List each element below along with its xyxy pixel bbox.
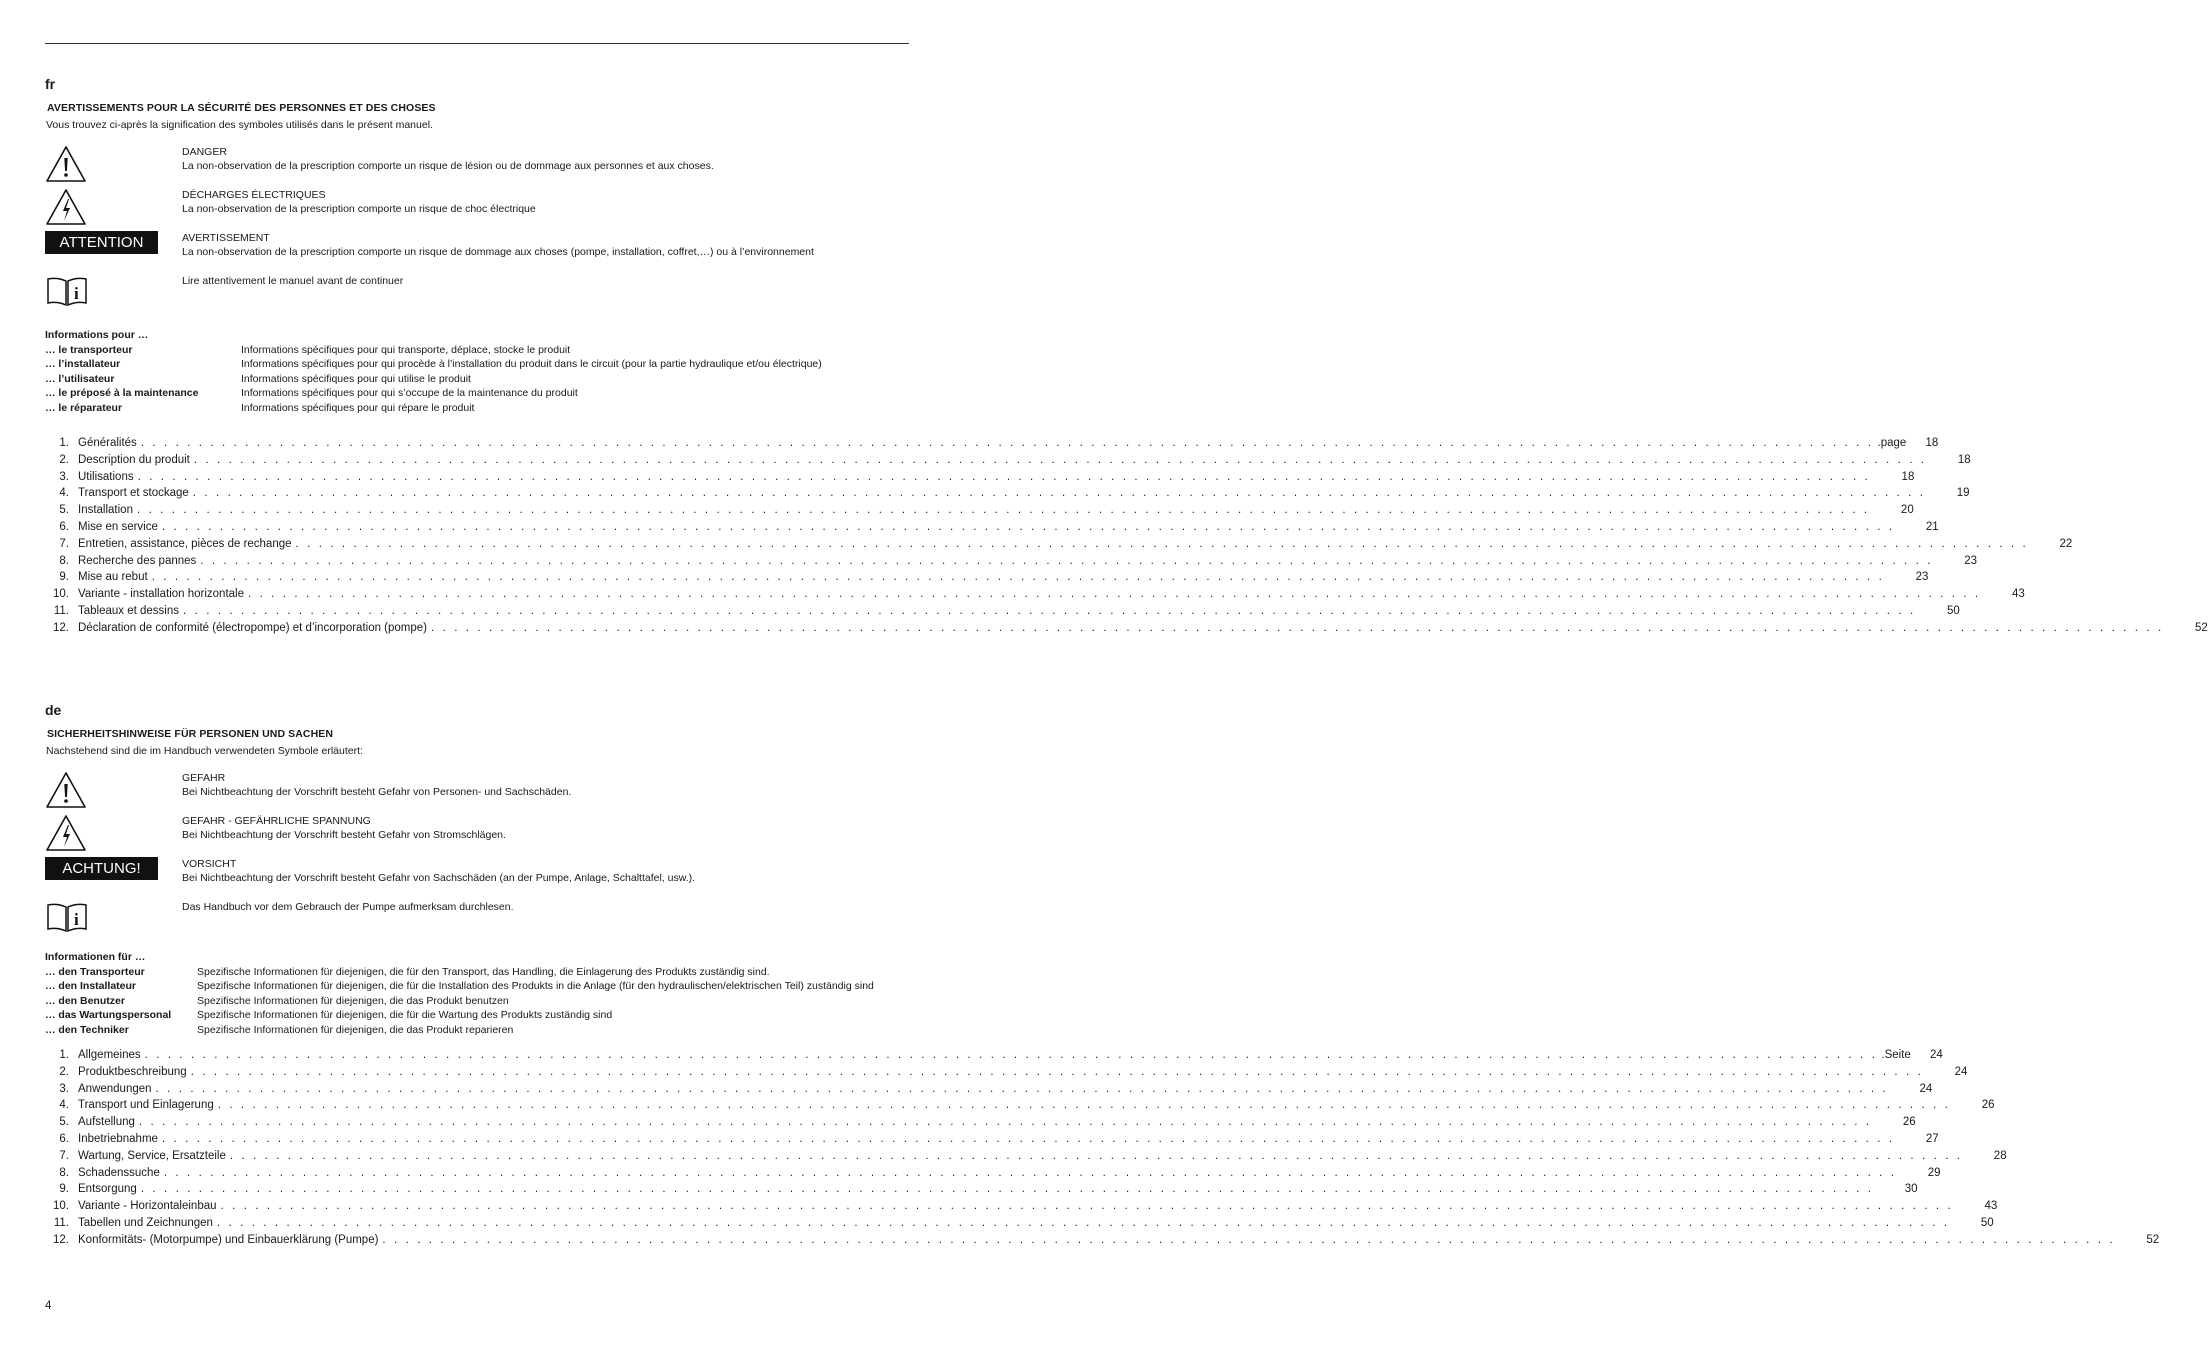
toc-page: 26 xyxy=(1902,1116,1916,1129)
symbol-label: DANGER xyxy=(182,146,227,158)
info-description: Spezifische Informationen für diejenigen, die für die Wartung des Produkts zuständig sind xyxy=(197,1009,613,1021)
toc-leader: . . . . . . . . . . . . . . . . . . . . . . . . . . . . . . . . . . . . . . . . . . . . . . . . . . . . . . . . . . . . . . . . . . . . . . . . . . . . . . . . . . . . . . . . . . . . . . . . . . . . . . . . . . . . . . . . . . . . . . . . . . . . . . . . . . . . . . . . . . . . . . . . . . . . . . xyxy=(216,1216,1950,1229)
symbol-label: GEFAHR - GEFÄHRLICHE SPANNUNG xyxy=(182,815,371,827)
toc-leader: . . . . . . . . . . . . . . . . . . . . . . . . . . . . . . . . . . . . . . . . . . . . . . . . . . . . . . . . . . . . . . . . . . . . . . . . . . . . . . . . . . . . . . . . . . . . . . . . . . . . . . . . . . . . . . . . . . . . . . . . . . . . . . . . . . . . . . . . . . . . . . . . . . . . . . xyxy=(140,1183,1874,1196)
info-description: Informations spécifiques pour qui utilise le produit xyxy=(241,372,471,385)
toc-row[interactable] xyxy=(45,1216,1994,1234)
toc-title[interactable]: Variante - Horizontaleinbau xyxy=(78,1200,217,1213)
info-audience: … den Techniker xyxy=(45,1023,129,1036)
toc-leader: . . . . . . . . . . . . . . . . . . . . . . . . . . . . . . . . . . . . . . . . . . . . . . . . . . . . . . . . . . . . . . . . . . . . . . . . . . . . . . . . . . . . . . . . . . . . . . . . . . . . . . . . . . . . . . . . . . . . . . . . . . . . . . . . . . . . . . . . . . . . . . . . . . . . . . xyxy=(161,520,1895,533)
info-row xyxy=(45,965,909,980)
toc-row[interactable] xyxy=(45,520,1939,538)
toc-title[interactable]: Tableaux et dessins xyxy=(78,604,180,617)
toc-title[interactable]: Installation xyxy=(78,504,133,517)
toc-row[interactable] xyxy=(45,487,1970,504)
toc-row[interactable] xyxy=(45,621,2208,639)
toc-row[interactable] xyxy=(45,1233,2160,1251)
toc-number: 3. xyxy=(59,1082,69,1095)
toc-row[interactable] xyxy=(45,1065,1968,1083)
toc-number: 4. xyxy=(59,487,69,500)
toc-title[interactable]: Utilisations xyxy=(78,470,134,483)
top-rule xyxy=(45,43,909,44)
info-row xyxy=(45,357,909,372)
toc-title[interactable]: Inbetriebnahme xyxy=(78,1132,158,1145)
symbol-text: La non-observation de la prescription comporte un risque de lésion ou de dommage aux personnes et aux choses. xyxy=(182,160,714,172)
toc-leader: . . . . . . . . . . . . . . . . . . . . . . . . . . . . . . . . . . . . . . . . . . . . . . . . . . . . . . . . . . . . . . . . . . . . . . . . . . . . . . . . . . . . . . . . . . . . . . . . . . . . . . . . . . . . . . . . . . . . . . . . . . . . . . . . . . . . . . . . . . . . . . . . . . . . . . xyxy=(295,537,2029,550)
info-rows xyxy=(45,965,909,1038)
symbol-label: GEFAHR xyxy=(182,772,226,784)
toc-leader: . . . . . . . . . . . . . . . . . . . . . . . . . . . . . . . . . . . . . . . . . . . . . . . . . . . . . . . . . . . . . . . . . . . . . . . . . . . . . . . . . . . . . . . . . . . . . . . . . . . . . . . . . . . . . . . . . . . . . . . . . . . . . . . . . . . . . . . . . . . . . . . . . . . . . . xyxy=(183,604,1916,617)
symbol-row xyxy=(45,857,909,900)
symbol-description xyxy=(182,814,506,857)
info-audience: … le réparateur xyxy=(45,401,123,414)
toc-page: 23 xyxy=(1964,554,1978,567)
symbol-row xyxy=(45,814,909,857)
toc-number: 6. xyxy=(59,520,69,533)
toc-leader: . . . . . . . . . . . . . . . . . . . . . . . . . . . . . . . . . . . . . . . . . . . . . . . . . . . . . . . . . . . . . . . . . . . . . . . . . . . . . . . . . . . . . . . . . . . . . . . . . . . . . . . . . . . . . . . . . . . . . . . . . . . . . . . . . . . . . . . . . . . . . . . . . . . . . . xyxy=(200,554,1934,567)
info-title: Informations pour … xyxy=(45,329,149,341)
symbol-label: AVERTISSEMENT xyxy=(182,232,270,244)
toc-title[interactable]: Variante - installation horizontale xyxy=(78,588,244,601)
toc-page: 52 xyxy=(2194,621,2208,634)
section-intro: Vous trouvez ci-après la signification des symboles utilisés dans le présent manuel. xyxy=(46,119,433,131)
toc-number: 10. xyxy=(53,1200,69,1213)
toc-row[interactable] xyxy=(45,504,1914,521)
svg-text:i: i xyxy=(74,910,79,929)
toc-row[interactable] xyxy=(45,437,1939,454)
info-row xyxy=(45,401,909,416)
symbol-description xyxy=(182,231,814,274)
symbol-text: La non-observation de la prescription comporte un risque de choc électrique xyxy=(182,203,536,215)
toc-title[interactable]: Transport et stockage xyxy=(78,487,189,500)
toc-row[interactable] xyxy=(45,1149,2007,1167)
toc-leader: . . . . . . . . . . . . . . . . . . . . . . . . . . . . . . . . . . . . . . . . . . . . . . . . . . . . . . . . . . . . . . . . . . . . . . . . . . . . . . . . . . . . . . . . . . . . . . . . . . . . . . . . . . . . . . . . . . . . . . . . . . . . . . . . . . . . . . . . . . . . . . . . . . . . . . xyxy=(220,1200,1954,1213)
info-audience: … l’utilisateur xyxy=(45,372,115,385)
toc-page: 19 xyxy=(1956,487,1970,500)
symbol-text: Das Handbuch vor dem Gebrauch der Pumpe aufmerksam durchlesen. xyxy=(182,901,514,913)
toc-row[interactable] xyxy=(45,470,1915,488)
info-title: Informationen für … xyxy=(45,951,146,963)
toc-title[interactable]: Konformitäts- (Motorpumpe) und Einbauerklärung (Pumpe) xyxy=(78,1233,379,1246)
manual-book-icon xyxy=(45,274,182,313)
toc-row[interactable] xyxy=(45,1200,1998,1217)
symbol-description xyxy=(182,274,403,322)
info-row xyxy=(45,343,909,358)
toc-title[interactable]: Anwendungen xyxy=(78,1082,152,1095)
toc-title[interactable]: Schadenssuche xyxy=(78,1166,160,1179)
info-description: Spezifische Informationen für diejenigen, die das Produkt reparieren xyxy=(197,1023,514,1036)
toc-title[interactable]: Entretien, assistance, pièces de rechange xyxy=(78,537,292,550)
toc-number: 8. xyxy=(59,1166,69,1179)
electric-hazard-icon xyxy=(45,188,182,231)
info-audience: … le préposé à la maintenance xyxy=(45,387,199,399)
svg-text:i: i xyxy=(74,284,79,303)
toc-title[interactable]: Wartung, Service, Ersatzteile xyxy=(78,1149,226,1162)
toc-page: 23 xyxy=(1915,571,1929,584)
toc-number: 8. xyxy=(59,554,69,567)
toc-number: 5. xyxy=(59,1116,69,1129)
section-intro: Nachstehend sind die im Handbuch verwendeten Symbole erläutert: xyxy=(46,745,363,757)
toc-title[interactable]: Entsorgung xyxy=(78,1183,137,1196)
toc-title[interactable]: Tabellen und Zeichnungen xyxy=(78,1216,213,1229)
toc-leader: . . . . . . . . . . . . . . . . . . . . . . . . . . . . . . . . . . . . . . . . . . . . . . . . . . . . . . . . . . . . . . . . . . . . . . . . . . . . . . . . . . . . . . . . . . . . . . . . . . . . . . . . . . . . . . . . . . . . . . . . . . . . . . . . . . . . . . . . . . . . . . . . . . . . . . xyxy=(155,1082,1889,1095)
electric-hazard-icon xyxy=(45,814,182,857)
toc-title[interactable]: Généralités xyxy=(78,437,137,449)
symbol-description xyxy=(182,771,571,814)
warning-triangle-icon xyxy=(45,145,182,188)
symbol-text: Lire attentivement le manuel avant de continuer xyxy=(182,275,404,287)
info-audience: … den Installateur xyxy=(45,980,137,992)
warning-triangle-icon xyxy=(45,771,182,814)
toc-page: 20 xyxy=(1900,504,1914,517)
table-of-contents xyxy=(45,1049,2160,1251)
attention-badge: ATTENTION xyxy=(45,231,158,254)
toc-row[interactable] xyxy=(45,1116,1916,1133)
info-audience: … l’installateur xyxy=(45,358,121,370)
achtung-badge: ACHTUNG! xyxy=(45,857,158,880)
toc-leader: . . . . . . . . . . . . . . . . . . . . . . . . . . . . . . . . . . . . . . . . . . . . . . . . . . . . . . . . . . . . . . . . . . . . . . . . . . . . . . . . . . . . . . . . . . . . . . . . . . . . . . . . . . . . . . . . . . . . . . . . . . . . . . . . . . . . . . . . . . . . . . . . . . . . . . xyxy=(161,1132,1895,1145)
toc-page: 18 xyxy=(1901,470,1915,483)
toc-row[interactable] xyxy=(45,1183,1918,1200)
toc-page: 21 xyxy=(1925,520,1939,533)
toc-leader: . . . . . . . . . . . . . . . . . . . . . . . . . . . . . . . . . . . . . . . . . . . . . . . . . . . . . . . . . . . . . . . . . . . . . . . . . . . . . . . . . . . . . . . . . . . . . . . . . . . . . . . . . . . . . . . . . . . . . . . . . . . . . . . . . . . . . . . . . . . . . . . . . . . . . . xyxy=(136,504,1870,517)
toc-page: 52 xyxy=(2146,1233,2160,1246)
toc-page: 30 xyxy=(1904,1183,1918,1196)
toc-leader: . . . . . . . . . . . . . . . . . . . . . . . . . . . . . . . . . . . . . . . . . . . . . . . . . . . . . . . . . . . . . . . . . . . . . . . . . . . . . . . . . . . . . . . . . . . . . . . . . . . . . . . . . . . . . . . . . . . . . . . . . . . . . . . . . . . . . . . . . . . . . . . . . . . . . . xyxy=(163,1166,1897,1179)
symbol-text: La non-observation de la prescription comporte un risque de dommage aux choses (pompe, installation, coffret,…) ou à l’environnement xyxy=(182,246,814,258)
toc-leader: . . . . . . . . . . . . . . . . . . . . . . . . . . . . . . . . . . . . . . . . . . . . . . . . . . . . . . . . . . . . . . . . . . . . . . . . . . . . . . . . . . . . . . . . . . . . . . . . . . . . . . . . . . . . . . . . . . . . . . . . . . . . . . . . . . . . . . . . . . . . . . . . . . . . . . xyxy=(140,437,1874,449)
toc-page: 22 xyxy=(2059,537,2073,550)
symbol-label: DÉCHARGES ÉLECTRIQUES xyxy=(182,189,326,201)
toc-title[interactable]: Mise au rebut xyxy=(78,571,148,584)
toc-number: 9. xyxy=(59,1183,69,1196)
info-block xyxy=(45,950,909,1037)
toc-page: 24 xyxy=(1919,1082,1933,1095)
toc-leader: . . . . . . . . . . . . . . . . . . . . . . . . . . . . . . . . . . . . . . . . . . . . . . . . . . . . . . . . . . . . . . . . . . . . . . . . . . . . . . . . . . . . . . . . . . . . . . . . . . . . . . . . . . . . . . . . . . . . . . . . . . . . . . . . . . . . . . . . . . . . . . . . . . . . . . xyxy=(138,1116,1872,1129)
toc-title[interactable]: Recherche des pannes xyxy=(78,554,197,567)
toc-row[interactable] xyxy=(45,1166,1941,1184)
symbol-description xyxy=(182,188,536,231)
toc-number: 6. xyxy=(59,1132,69,1145)
toc-title[interactable]: Description du produit xyxy=(78,453,190,466)
toc-page: 50 xyxy=(1980,1216,1994,1229)
toc-page: 24 xyxy=(1954,1065,1968,1078)
symbol-row xyxy=(45,231,909,274)
toc-row[interactable] xyxy=(45,554,1978,572)
section-heading: SICHERHEITSHINWEISE FÜR PERSONEN UND SACHEN xyxy=(47,728,334,740)
toc-row[interactable] xyxy=(45,1132,1939,1150)
symbol-text: Bei Nichtbeachtung der Vorschrift besteht Gefahr von Stromschlägen. xyxy=(182,829,506,841)
info-audience: … den Benutzer xyxy=(45,994,125,1007)
toc-page: 29 xyxy=(1927,1166,1941,1179)
toc-title[interactable]: Allgemeines xyxy=(78,1049,141,1061)
toc-leader: . . . . . . . . . . . . . . . . . . . . . . . . . . . . . . . . . . . . . . . . . . . . . . . . . . . . . . . . . . . . . . . . . . . . . . . . . . . . . . . . . . . . . . . . . . . . . . . . . . . . . . . . . . . . . . . . . . . . . . . . . . . . . . . . . . . . . . . . . . . . . . . . . . . . . . xyxy=(144,1049,1878,1061)
toc-number: 4. xyxy=(59,1099,69,1112)
toc-leader: . . . . . . . . . . . . . . . . . . . . . . . . . . . . . . . . . . . . . . . . . . . . . . . . . . . . . . . . . . . . . . . . . . . . . . . . . . . . . . . . . . . . . . . . . . . . . . . . . . . . . . . . . . . . . . . . . . . . . . . . . . . . . . . . . . . . . . . . . . . . . . . . . . . . . . xyxy=(151,571,1885,584)
toc-row[interactable] xyxy=(45,1082,1933,1100)
toc-title[interactable]: Produktbeschreibung xyxy=(78,1065,187,1078)
toc-row[interactable] xyxy=(45,588,2025,605)
toc-leader: . . . . . . . . . . . . . . . . . . . . . . . . . . . . . . . . . . . . . . . . . . . . . . . . . . . . . . . . . . . . . . . . . . . . . . . . . . . . . . . . . . . . . . . . . . . . . . . . . . . . . . . . . . . . . . . . . . . . . . . . . . . . . . . . . . . . . . . . . . . . . . . . . . . . . . xyxy=(431,621,2164,634)
info-description: Informations spécifiques pour qui s’occupe de la maintenance du produit xyxy=(241,387,578,399)
toc-number: 11. xyxy=(53,1216,69,1229)
toc-number: 7. xyxy=(59,1149,69,1162)
symbol-description xyxy=(182,857,695,900)
toc-leader: . . . . . . . . . . . . . . . . . . . . . . . . . . . . . . . . . . . . . . . . . . . . . . . . . . . . . . . . . . . . . . . . . . . . . . . . . . . . . . . . . . . . . . . . . . . . . . . . . . . . . . . . . . . . . . . . . . . . . . . . . . . . . . . . . . . . . . . . . . . . . . . . . . . . . . xyxy=(248,588,1981,601)
toc-leader: . . . . . . . . . . . . . . . . . . . . . . . . . . . . . . . . . . . . . . . . . . . . . . . . . . . . . . . . . . . . . . . . . . . . . . . . . . . . . . . . . . . . . . . . . . . . . . . . . . . . . . . . . . . . . . . . . . . . . . . . . . . . . . . . . . . . . . . . . . . . . . . . . . . . . . xyxy=(193,453,1927,466)
symbol-list xyxy=(45,771,909,944)
section-heading: AVERTISSEMENTS POUR LA SÉCURITÉ DES PERSONNES ET DES CHOSES xyxy=(47,102,436,114)
toc-leader: . . . . . . . . . . . . . . . . . . . . . . . . . . . . . . . . . . . . . . . . . . . . . . . . . . . . . . . . . . . . . . . . . . . . . . . . . . . . . . . . . . . . . . . . . . . . . . . . . . . . . . . . . . . . . . . . . . . . . . . . . . . . . . . . . . . . . . . . . . . . . . . . . . . . . . xyxy=(137,470,1871,483)
toc-title[interactable]: Aufstellung xyxy=(78,1116,135,1129)
toc-number: 2. xyxy=(59,1065,69,1078)
toc-leader: . . . . . . . . . . . . . . . . . . . . . . . . . . . . . . . . . . . . . . . . . . . . . . . . . . . . . . . . . . . . . . . . . . . . . . . . . . . . . . . . . . . . . . . . . . . . . . . . . . . . . . . . . . . . . . . . . . . . . . . . . . . . . . . . . . . . . . . . . . . . . . . . . . . . . . xyxy=(192,487,1926,500)
symbol-text: Bei Nichtbeachtung der Vorschrift besteht Gefahr von Sachschäden (an der Pumpe, Anlage, Schalttafel, usw.). xyxy=(182,872,696,884)
toc-page: 50 xyxy=(1946,604,1960,617)
symbol-label: VORSICHT xyxy=(182,858,237,870)
symbol-description xyxy=(182,145,714,188)
toc-number: 1. xyxy=(59,437,69,449)
toc-row[interactable] xyxy=(45,604,1960,622)
toc-title[interactable]: Mise en service xyxy=(78,520,158,533)
toc-title[interactable]: Déclaration de conformité (électropompe) et d’incorporation (pompe) xyxy=(78,621,428,634)
toc-page: 27 xyxy=(1925,1132,1939,1145)
toc-page: 28 xyxy=(1993,1149,2007,1162)
symbol-row xyxy=(45,900,909,944)
toc-leader: . . . . . . . . . . . . . . . . . . . . . . . . . . . . . . . . . . . . . . . . . . . . . . . . . . . . . . . . . . . . . . . . . . . . . . . . . . . . . . . . . . . . . . . . . . . . . . . . . . . . . . . . . . . . . . . . . . . . . . . . . . . . . . . . . . . . . . . . . . . . . . . . . . . . . . xyxy=(217,1099,1951,1112)
symbol-row xyxy=(45,145,909,188)
toc-leader: . . . . . . . . . . . . . . . . . . . . . . . . . . . . . . . . . . . . . . . . . . . . . . . . . . . . . . . . . . . . . . . . . . . . . . . . . . . . . . . . . . . . . . . . . . . . . . . . . . . . . . . . . . . . . . . . . . . . . . . . . . . . . . . . . . . . . . . . . . . . . . . . . . . . . . xyxy=(190,1065,1924,1078)
toc-page: 18 xyxy=(1957,453,1971,466)
language-code: fr xyxy=(45,76,56,92)
toc-page: 18 xyxy=(1925,437,1939,449)
toc-number: 10. xyxy=(53,588,69,601)
toc-page: 26 xyxy=(1981,1099,1995,1112)
table-of-contents xyxy=(45,437,2208,639)
toc-number: 5. xyxy=(59,504,69,517)
toc-number: 9. xyxy=(59,571,69,584)
info-row xyxy=(45,979,909,994)
info-row xyxy=(45,386,909,401)
info-block xyxy=(45,328,909,415)
toc-row[interactable] xyxy=(45,1099,1995,1116)
info-description: Spezifische Informationen für diejenigen, die für den Transport, das Handling, die Einlagerung des Produkts zuständig sind. xyxy=(197,965,770,978)
toc-page: 24 xyxy=(1930,1049,1943,1061)
toc-number: 12. xyxy=(53,621,69,634)
symbol-row xyxy=(45,274,909,322)
symbol-list xyxy=(45,145,909,322)
toc-number: 3. xyxy=(59,470,69,483)
symbol-row xyxy=(45,188,909,231)
symbol-row xyxy=(45,771,909,814)
toc-row[interactable] xyxy=(45,571,1929,588)
symbol-text: Bei Nichtbeachtung der Vorschrift besteht Gefahr von Personen- und Sachschäden. xyxy=(182,786,572,798)
page-number: 4 xyxy=(45,1300,52,1312)
section-fr xyxy=(45,76,2208,639)
info-row xyxy=(45,1023,909,1038)
info-audience: … le transporteur xyxy=(45,343,133,356)
toc-number: 7. xyxy=(59,537,69,550)
page-label: .Seite xyxy=(1881,1049,1911,1061)
section-de xyxy=(45,702,2160,1251)
symbol-description xyxy=(182,900,514,944)
toc-number: 11. xyxy=(53,604,69,617)
toc-leader: . . . . . . . . . . . . . . . . . . . . . . . . . . . . . . . . . . . . . . . . . . . . . . . . . . . . . . . . . . . . . . . . . . . . . . . . . . . . . . . . . . . . . . . . . . . . . . . . . . . . . . . . . . . . . . . . . . . . . . . . . . . . . . . . . . . . . . . . . . . . . . . . . . . . . . xyxy=(229,1149,1963,1162)
info-rows xyxy=(45,343,909,416)
info-description: Informations spécifiques pour qui procède à l’installation du produit dans le circuit (pour la partie hydraulique et/ou électrique) xyxy=(241,358,822,370)
language-code: de xyxy=(45,702,62,718)
toc-row[interactable] xyxy=(45,453,1971,471)
toc-page: 43 xyxy=(1984,1200,1998,1213)
info-row xyxy=(45,372,909,387)
info-audience: … den Transporteur xyxy=(45,965,145,978)
manual-book-icon xyxy=(45,900,182,939)
toc-title[interactable]: Transport und Einlagerung xyxy=(78,1099,214,1112)
toc-page: 43 xyxy=(2011,588,2025,601)
info-audience: … das Wartungspersonal xyxy=(45,1009,172,1021)
info-description: Informations spécifiques pour qui répare le produit xyxy=(241,401,475,414)
info-description: Informations spécifiques pour qui transporte, déplace, stocke le produit xyxy=(241,343,571,356)
info-row xyxy=(45,994,909,1009)
page-label: .page xyxy=(1877,437,1907,449)
toc-row[interactable] xyxy=(45,1049,1943,1066)
info-row xyxy=(45,1008,909,1023)
toc-number: 1. xyxy=(59,1049,69,1061)
toc-number: 12. xyxy=(53,1233,69,1246)
toc-leader: . . . . . . . . . . . . . . . . . . . . . . . . . . . . . . . . . . . . . . . . . . . . . . . . . . . . . . . . . . . . . . . . . . . . . . . . . . . . . . . . . . . . . . . . . . . . . . . . . . . . . . . . . . . . . . . . . . . . . . . . . . . . . . . . . . . . . . . . . . . . . . . . . . . . . . xyxy=(382,1233,2116,1246)
toc-number: 2. xyxy=(59,453,69,466)
info-description: Spezifische Informationen für diejenigen, die für die Installation des Produkts in die Anlage (für den hydraulischen/elektrischen Teil) zuständig sind xyxy=(197,980,874,992)
toc-row[interactable] xyxy=(45,537,2073,555)
info-description: Spezifische Informationen für diejenigen, die das Produkt benutzen xyxy=(197,994,509,1007)
